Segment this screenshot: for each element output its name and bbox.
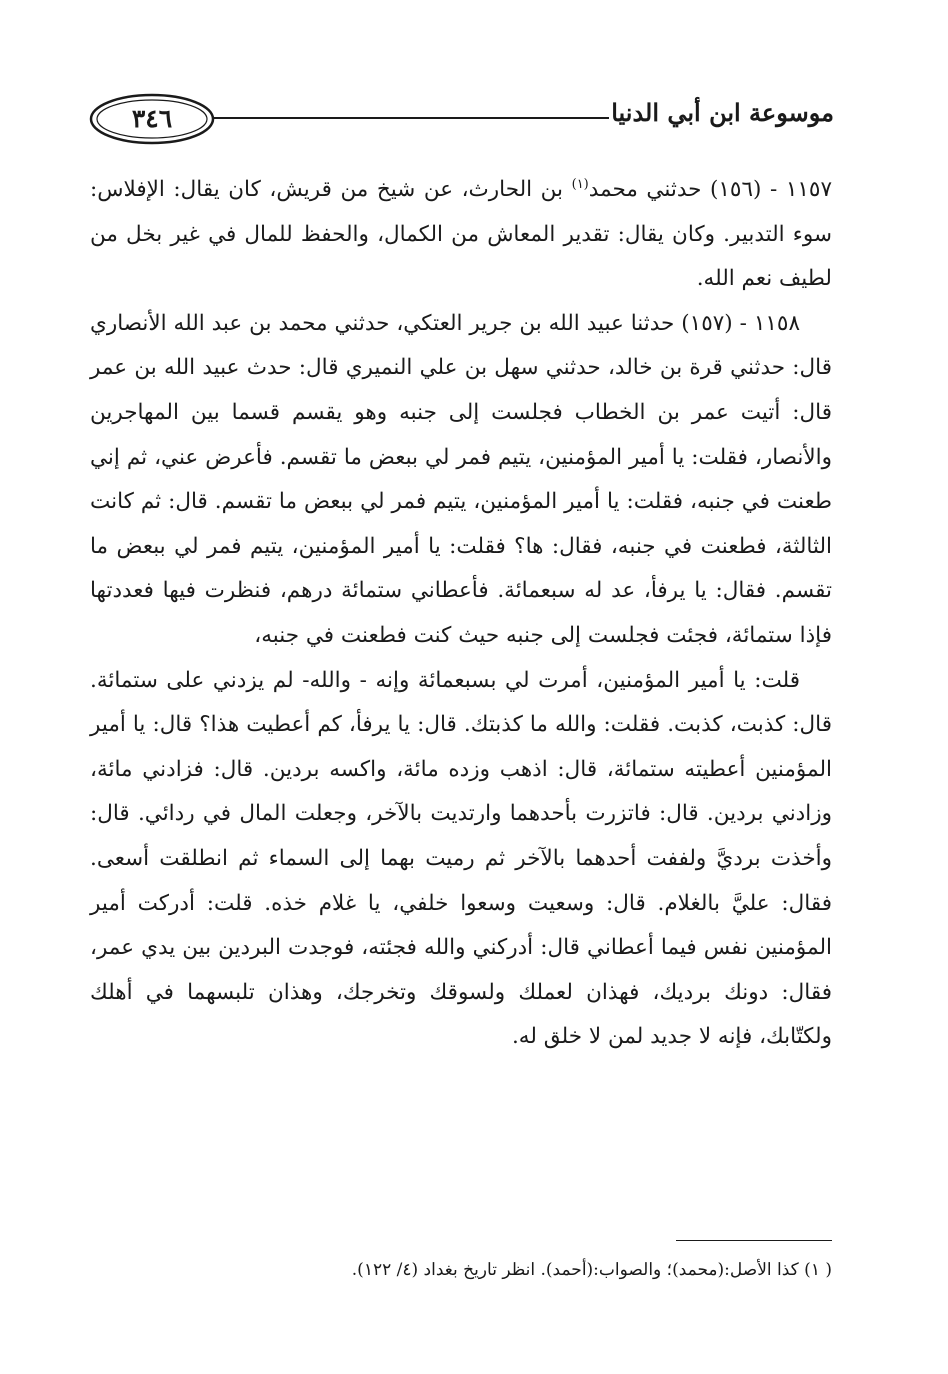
- header-rule: [214, 117, 609, 119]
- footnote-marker: (١): [571, 176, 589, 192]
- paragraph-1157: [90, 168, 832, 302]
- paragraph-1157-head: ١١٥٧ - (١٥٦) حدثني محمد: [588, 177, 833, 202]
- paragraph-1157-cont: الإفلاس: سوء التدبير. وكان يقال: تقدير المعاش من الكمال، والحفظ للمال في غير بخل من لطيف نعم الله.: [90, 177, 832, 292]
- paragraph-1158: ١١٥٨ - (١٥٧) حدثنا عبيد الله بن جرير العتكي، حدثني محمد بن عبد الله الأنصاري قال: حدثني قرة بن خالد، حدثني سهل بن علي النميري قال: حدث عبيد الله بن عمر قال: أتيت عمر بن الخطاب فجلست إلى جنبه وهو يقسم قسما بين المهاجرين والأنصار، فقلت: يا أمير المؤمنين، يتيم فمر لي ببعض ما تقسم. فأعرض عني، ثم إني طعنت في جنبه، فقلت: يا أمير المؤمنين، يتيم فمر لي ببعض ما تقسم. قال: ثم كانت الثالثة، فطعنت في جنبه، فقال: ها؟ فقلت: يا أمير المؤمنين، يتيم فمر لي ببعض ما تقسم. فقال: يا يرفأ، عد له سبعمائة. فأعطاني ستمائة درهم، فنظرت فيها فعددتها فإذا ستمائة، فجئت فجلست إلى جنبه حيث كنت فطعنت في جنبه،: [90, 310, 832, 648]
- main-text: [90, 168, 832, 1060]
- paragraph-1158-cont: قلت: يا أمير المؤمنين، أمرت لي بسبعمائة وإنه - والله- لم يزدني على ستمائة. قال: كذبت، كذبت. فقلت: والله ما كذبتك. قال: يا يرفأ، كم أعطيت هذا؟ قال: يا أمير المؤمنين أعطيته ستمائة، قال: اذهب وزده مائة، واكسه بردين. قال: فزادني مائة، وزادني بردين. قال: فاتزرت بأحدهما وارتديت بالآخر، وجعلت المال في ردائي. قال: وأخذت برديَّ ولففت أحدهما بالآخر ثم رميت بهما إلى السماء ثم انطلقت أسعى. فقال: عليَّ بالغلام. قال: وسعيت وسعوا خلفي، يا غلام خذه. قلت: أدركت أمير المؤمنين نفس فيما أعطاني قال: أدركني والله فجئته، فوجدت البردين بين يدي عمر، فقال: دونك برديك، فهذان لعملك ولسوقك وتخرجك، وهذان تلبسهما في أهلك ولكتّابك، فإنه لا جديد لمن لا خلق له.: [90, 667, 832, 1050]
- footnote-rule: [676, 1240, 832, 1241]
- footnote: ( ١) كذا الأصل:(محمد)؛ والصواب:(أحمد). انظر تاريخ بغداد (٤/ ١٢٢).: [351, 1260, 832, 1280]
- page-header: [88, 92, 834, 152]
- paragraph-1157-tail: بن الحارث، عن شيخ من قريش، كان يقال:: [173, 177, 564, 202]
- book-title: موسوعة ابن أبي الدنيا: [611, 98, 834, 127]
- page-number-frame: [88, 92, 216, 146]
- page-number: ٣٤٦: [131, 104, 173, 133]
